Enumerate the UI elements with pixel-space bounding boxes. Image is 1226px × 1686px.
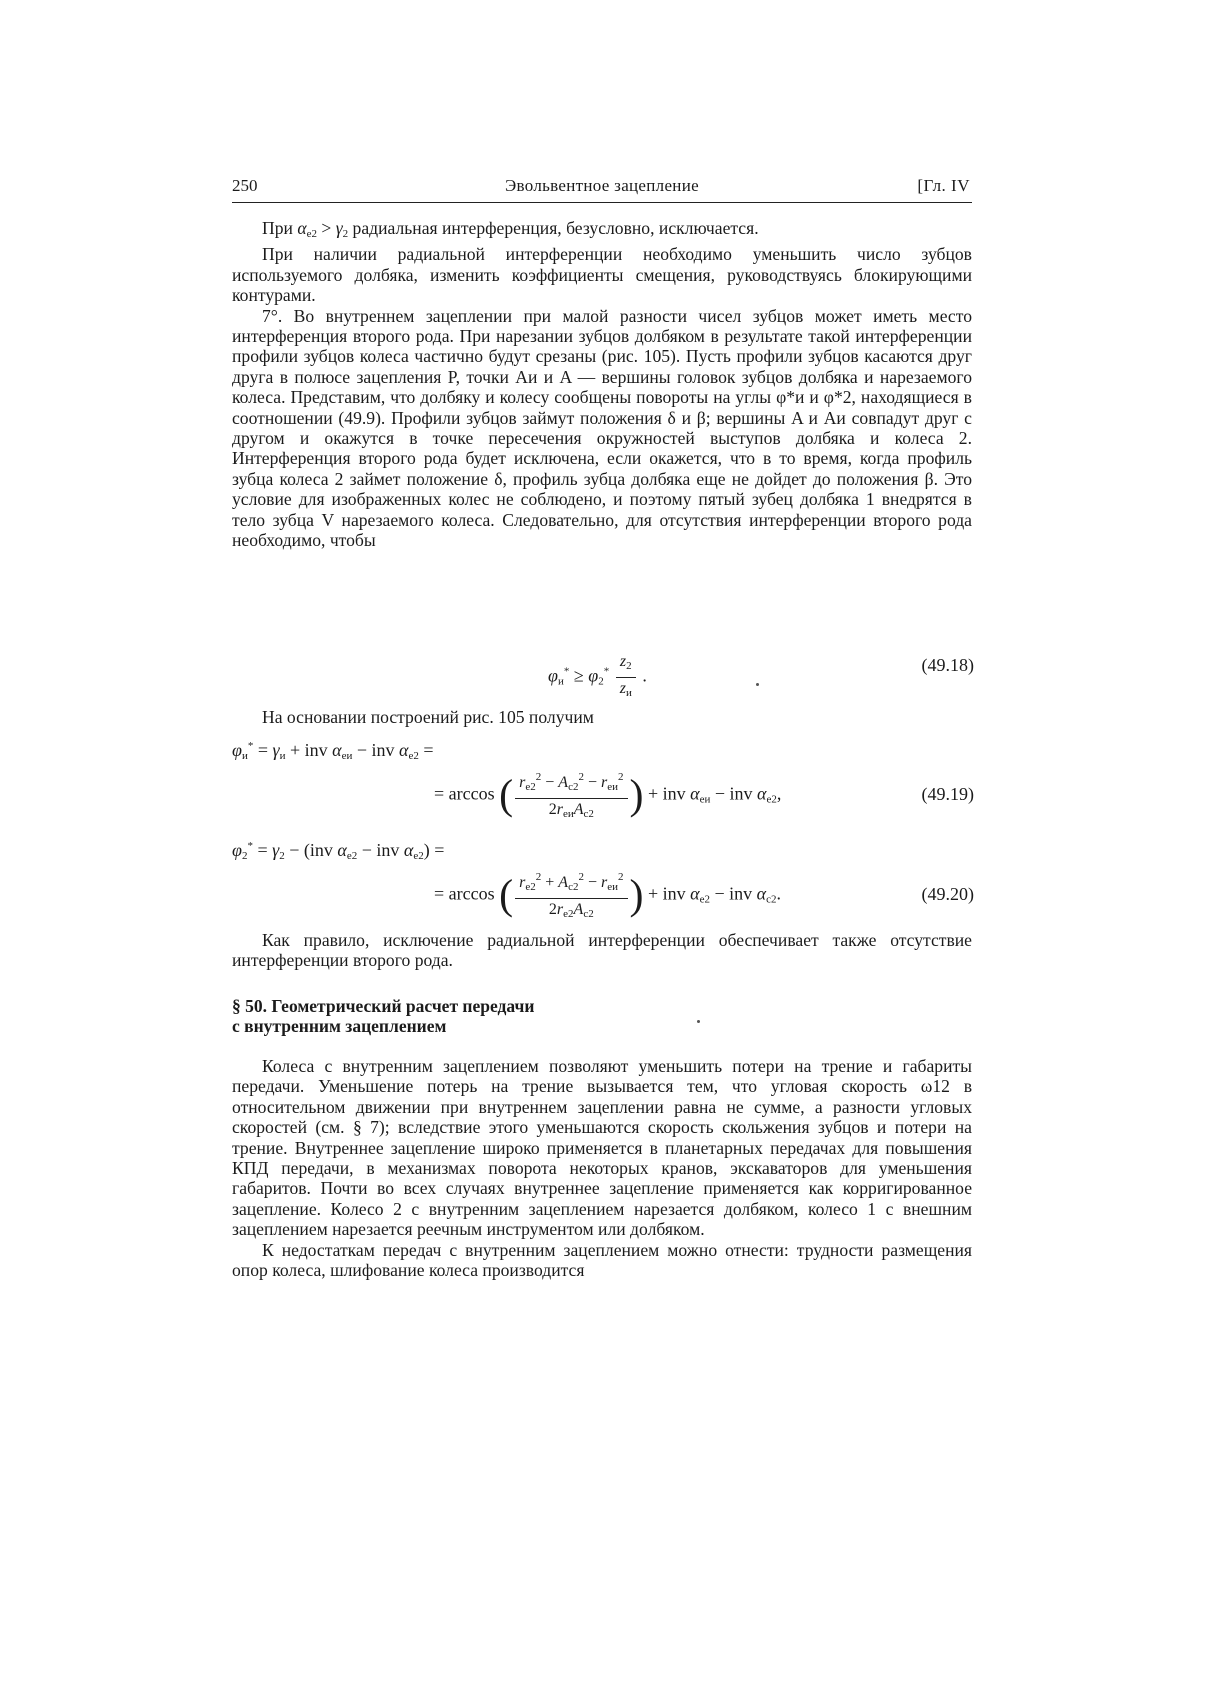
equation-49-18: $\varphi_и^* \ge \varphi_2^*$ $\frac{z_2}{z_и}$ . bbox=[548, 653, 647, 699]
equation-number: (49.19) bbox=[921, 784, 974, 804]
page-number: 250 bbox=[232, 176, 258, 195]
paragraph: Колеса с внутренним зацеплением позволяют уменьшить потери на трение и габариты передачи. Уменьшение потерь на трение вызывается тем, что угловая скорость ω12 в относительном движении при внутреннем зацеплении равна не сумме, а разности угловых скоростей (см. § 7); вследствие этого уменьшаются скорость скольжения зубцов и потери на трение. Внутреннее зацепление широко применяется в планетарных передачах для повышения КПД передачи, в механизмах поворота некоторых кранов, экскаваторов для уменьшения габаритов. Почти во всех случаях внутреннее зацепление применяется как корригированное зацепление. Колесо 2 с внутренним зацеплением нарезается долбяком, колесо 1 с внешним зацеплением нарезается реечным инструментом или долбяком. bbox=[232, 1056, 972, 1240]
equation-number: (49.18) bbox=[921, 655, 974, 675]
equation-number: (49.20) bbox=[921, 884, 974, 904]
section-heading bbox=[232, 996, 732, 1036]
running-header bbox=[232, 176, 972, 203]
paragraph: При наличии радиальной интерференции необходимо уменьшить число зубцов используемого долбяка, изменить коэффициенты смещения, руководствуясь блокирующими контурами. bbox=[232, 244, 972, 306]
scan-speck bbox=[756, 683, 759, 686]
scan-speck bbox=[697, 1020, 700, 1023]
chapter-label: [Гл. IV bbox=[917, 176, 970, 195]
section-heading-line: с внутренним зацеплением bbox=[232, 1016, 447, 1036]
paragraph: К недостаткам передач с внутренним зацеплением можно отнести: трудности размещения опор колеса, шлифование колеса производится bbox=[232, 1239, 972, 1281]
equation-49-20-line2: = arccos ( $\frac{r_{e2}^2 + A_{c2}^2 - r_{eи}^2}{2r_{e2}A_{c2}}$ ) + inv $\alpha_{e2}$ − inv $\alpha_{c2}$. bbox=[434, 868, 781, 923]
paragraph: При $\alpha_{e2} > \gamma_2$ радиальная интерференция, безусловно, исключается. bbox=[262, 218, 759, 240]
paragraph: Как правило, исключение радиальной интерференции обеспечивает также отсутствие интерференции второго рода. bbox=[232, 930, 972, 971]
paragraph: 7°. Во внутреннем зацеплении при малой разности чисел зубцов может иметь место интерференция второго рода. При нарезании зубцов долбяком в результате такой интерференции профили зубцов колеса частично будут срезаны (рис. 105). Пусть профили зубцов касаются друг друга в полюсе зацепления P, точки Aи и A — вершины головок зубцов долбяка и нарезаемого колеса. Представим, что долбяку и колесу сообщены повороты на углы φ*и и φ*2, находящиеся в соотношении (49.9). Профили зубцов займут положения δ и β; вершины A и Aи совпадут друг с другом и окажутся в точке пересечения окружностей выступов долбяка и колеса 2. Интерференция второго рода будет исключена, если окажется, что в то время, когда профиль зубца колеса 2 займет положение δ, профиль зубца долбяка еще не дойдет до положения β. Это условие для изображенных колес не соблюдено, и поэтому пятый зубец долбяка 1 внедрятся в тело зубца V нарезаемого колеса. Следовательно, для отсутствия интерференции второго рода необходимо, чтобы bbox=[232, 305, 972, 551]
equation-lead bbox=[232, 707, 972, 727]
running-title: Эвольвентное зацепление bbox=[505, 176, 699, 195]
text-block-2 bbox=[232, 930, 972, 971]
text-block-1 bbox=[232, 218, 972, 551]
equation-49-19-line2: = arccos ( $\frac{r_{e2}^2 - A_{c2}^2 - r_{eи}^2}{2r_{eи}A_{c2}}$ ) + inv $\alpha_{eи}$ − inv $\alpha_{e2}$, bbox=[434, 768, 781, 823]
text-block-3 bbox=[232, 1056, 972, 1280]
paragraph: На основании построений рис. 105 получим bbox=[262, 707, 594, 727]
equation-49-20-line1: $\varphi_2^* = \gamma_2 - (inv$ $\alpha_{e2}$ − inv $\alpha_{e2}$) = bbox=[232, 840, 445, 862]
equation-49-19-line1: $\varphi_и^* = \gamma_и$ + inv $\alpha_{eи}$ − inv $\alpha_{e2}$ = bbox=[232, 740, 434, 762]
section-heading-line: § 50. Геометрический расчет передачи bbox=[232, 996, 535, 1016]
